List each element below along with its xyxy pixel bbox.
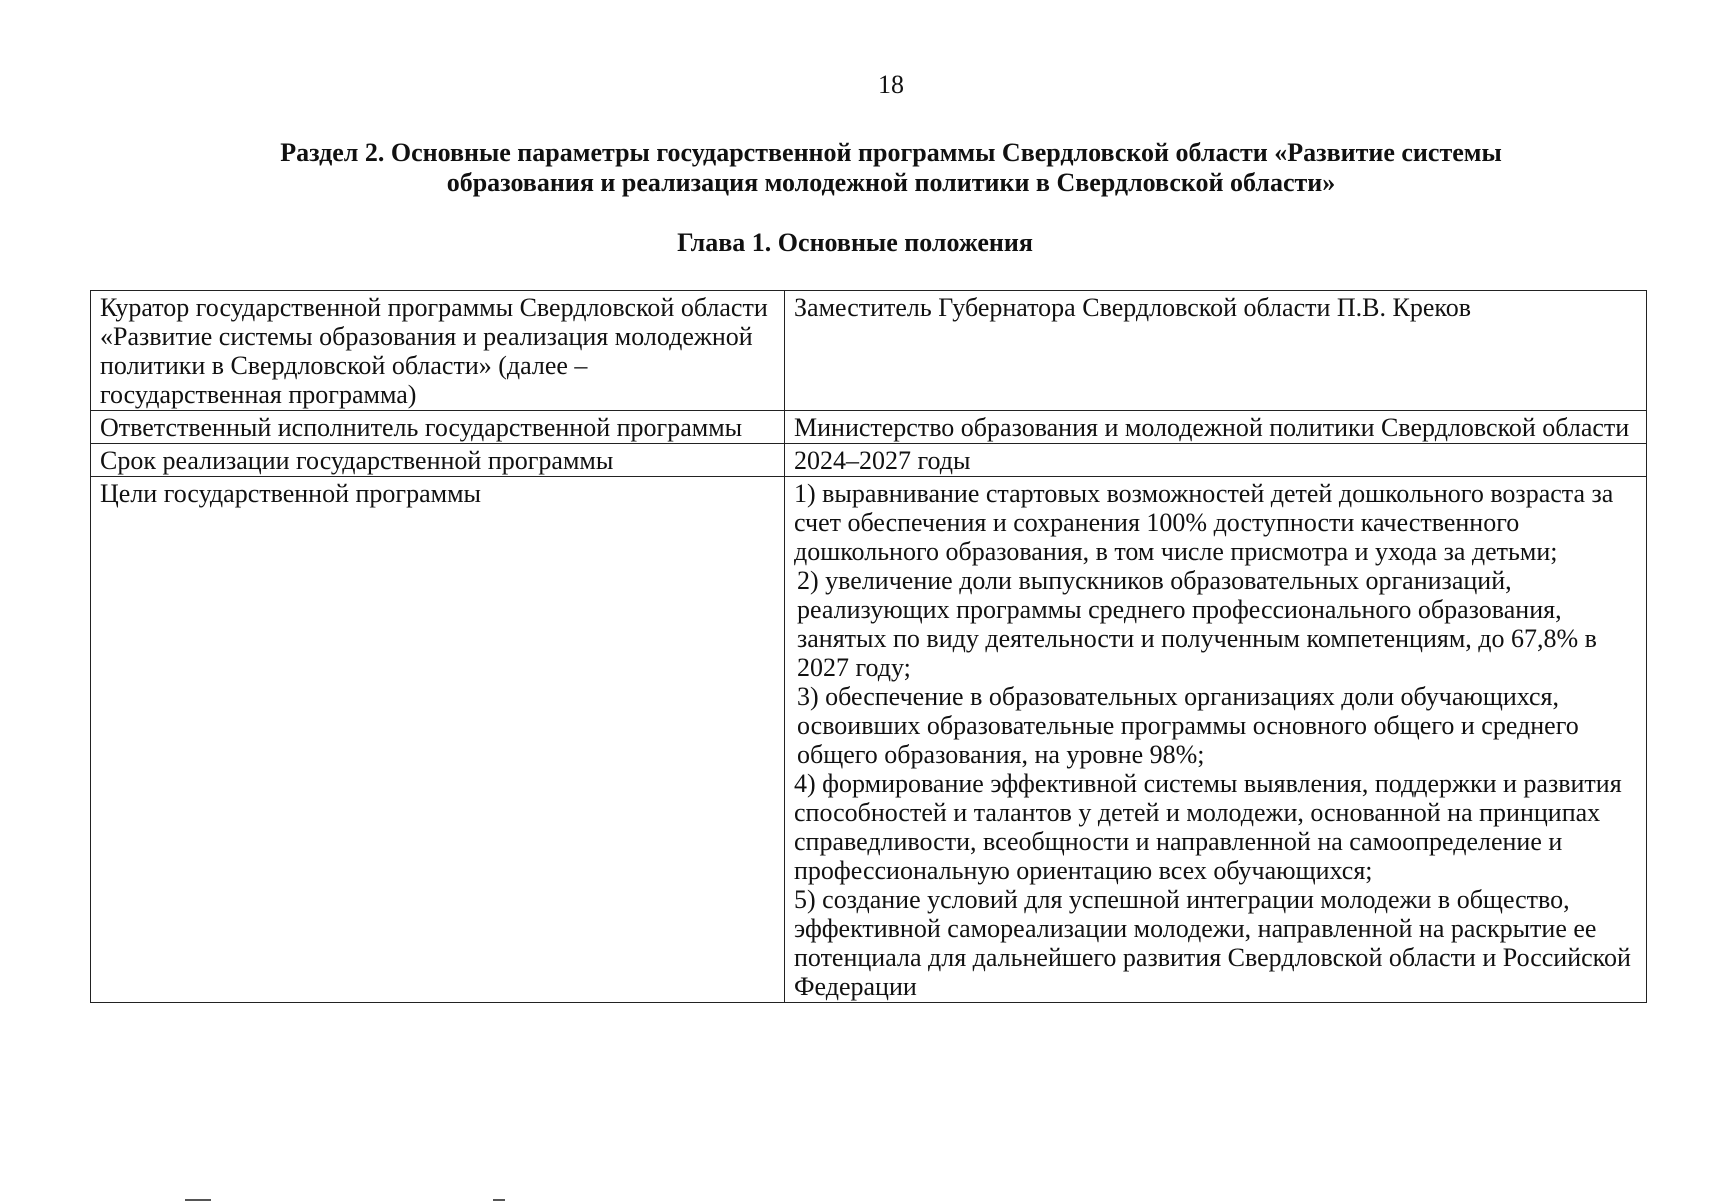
section-title bbox=[150, 138, 1632, 198]
table-row-goals bbox=[91, 477, 1647, 1003]
page-number: 18 bbox=[878, 70, 904, 99]
term-value: 2024–2027 годы bbox=[785, 444, 1647, 477]
goals-label: Цели государственной программы bbox=[91, 477, 785, 1003]
table-row-executor bbox=[91, 411, 1647, 444]
goal-item-5: 5) создание условий для успешной интеграции молодежи в общество, эффективной самореализации молодежи, направленной на раскрытие ее потенциала для дальнейшего развития Свердловской области и Российской Федерации bbox=[794, 885, 1631, 1001]
table-row-curator bbox=[91, 291, 1647, 411]
curator-value: Заместитель Губернатора Свердловской области П.В. Креков bbox=[785, 291, 1647, 411]
program-parameters-table bbox=[90, 290, 1647, 1003]
table-row-term bbox=[91, 444, 1647, 477]
goal-item-4: 4) формирование эффективной системы выявления, поддержки и развития способностей и талантов у детей и молодежи, основанной на принципах справедливости, всеобщности и направленной на самоопределение и профессиональную ориентацию всех обучающихся; bbox=[794, 769, 1622, 885]
section-title-line-1: Раздел 2. Основные параметры государственной программы Свердловской области «Развитие системы bbox=[280, 138, 1502, 167]
goal-item-2: 2) увеличение доли выпускников образовательных организаций, реализующих программы среднего профессионального образования, занятых по виду деятельности и полученным компетенциям, до 67,8% в 2027 году; bbox=[797, 566, 1597, 682]
section-title-line-2: образования и реализация молодежной политики в Свердловской области» bbox=[446, 168, 1336, 197]
goals-value bbox=[785, 477, 1647, 1003]
goal-item-1: 1) выравнивание стартовых возможностей детей дошкольного возраста за счет обеспечения и сохранения 100% доступности качественного дошкольного образования, в том числе присмотра и ухода за детьми; bbox=[794, 479, 1614, 566]
goal-item-3: 3) обеспечение в образовательных организациях доли обучающихся, освоивших образовательные программы основного общего и среднего общего образования, на уровне 98%; bbox=[797, 682, 1579, 769]
chapter-title: Глава 1. Основные положения bbox=[677, 228, 1033, 257]
executor-label: Ответственный исполнитель государственной программы bbox=[91, 411, 785, 444]
curator-label: Куратор государственной программы Свердловской области «Развитие системы образования и реализация молодежной политики в Свердловской области» (далее – государственная программа) bbox=[91, 291, 785, 411]
executor-value: Министерство образования и молодежной политики Свердловской области bbox=[785, 411, 1647, 444]
term-label: Срок реализации государственной программы bbox=[91, 444, 785, 477]
